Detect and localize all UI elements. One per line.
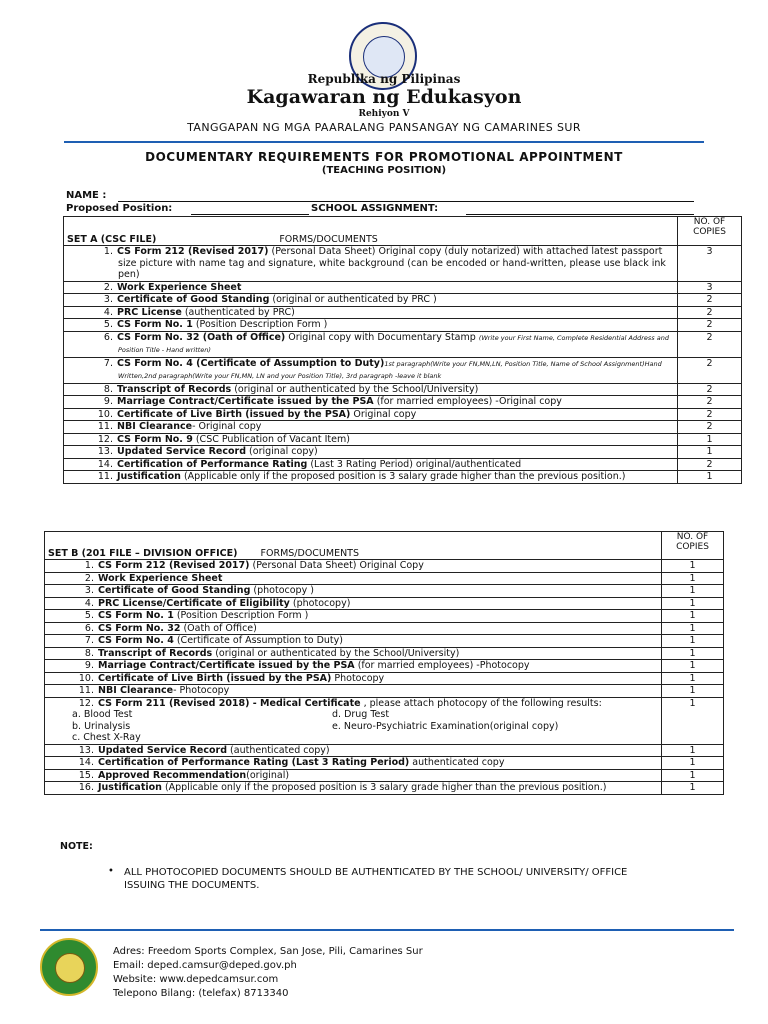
document-subtitle: (TEACHING POSITION): [321, 165, 447, 176]
requirement-detail: (Personal Data Sheet) Original copy (duly notarized) with attached latest passport size picture with name tag and signature, white background (can be encoded or hand-written, please use black ink pen): [118, 246, 666, 280]
row-number: 11.: [97, 471, 113, 482]
requirement-cell: [45, 660, 662, 673]
note-label: NOTE:: [60, 841, 93, 852]
requirement-cell: [64, 306, 678, 319]
requirement-detail: (photocopy): [289, 597, 351, 609]
copies-cell: 1: [678, 471, 742, 484]
medical-result-item: c. Chest X-Ray: [72, 732, 141, 743]
requirement-cell: [64, 446, 678, 459]
name-label: NAME :: [66, 190, 107, 201]
row-number: 10.: [97, 408, 113, 420]
requirement-title: Justification: [98, 782, 162, 793]
requirement-cell: [64, 458, 678, 471]
row-number: 6.: [103, 331, 113, 343]
medical-result-item: d. Drug Test: [332, 709, 390, 720]
copies-cell: 3: [678, 281, 742, 294]
document-title: DOCUMENTARY REQUIREMENTS FOR PROMOTIONAL APPOINTMENT: [145, 150, 623, 164]
row-number: 2.: [103, 281, 113, 293]
set-a-col-header: FORMS/DOCUMENTS: [279, 233, 378, 245]
set-b-title: SET B (201 FILE – DIVISION OFFICE): [48, 547, 238, 559]
copies-cell: 2: [678, 357, 742, 383]
copies-cell: 1: [678, 433, 742, 446]
name-line[interactable]: [118, 201, 694, 202]
requirement-cell: [64, 294, 678, 307]
row-number: 7.: [103, 357, 113, 369]
requirement-title: Marriage Contract/Certificate issued by the PSA: [98, 660, 355, 671]
requirement-cell: [64, 408, 678, 421]
requirement-cell: [45, 560, 662, 573]
requirement-note: 1st paragraph(Write your FN,MN,LN, Position Title, Name of School Assignment)Hand Written,2nd paragraph(Write your FN,MN, LN and your Position Title), 3rd paragraph -leave it blank: [118, 359, 662, 380]
row-number: 13.: [78, 744, 94, 756]
requirement-detail: (for married employees) -Original copy: [373, 396, 562, 407]
requirement-cell: [45, 685, 662, 698]
row-number: 8.: [84, 647, 94, 659]
row-number: 13.: [97, 446, 113, 457]
requirement-cell: [45, 635, 662, 648]
copies-cell: 2: [678, 319, 742, 332]
requirement-title: Work Experience Sheet: [98, 572, 223, 584]
table-row: [45, 672, 724, 685]
copies-cell: 1: [662, 585, 724, 598]
copies-cell: 2: [678, 408, 742, 421]
requirement-title: Transcript of Records: [98, 647, 213, 659]
table-row: [45, 622, 724, 635]
copies-cell: 1: [662, 672, 724, 685]
requirement-detail: (original): [246, 769, 290, 781]
footer-website: Website: www.depedcamsur.com: [113, 974, 279, 985]
requirement-title: CS Form No. 32: [98, 622, 181, 634]
row-number: 3.: [103, 294, 113, 305]
row-number: 5.: [103, 319, 113, 330]
row-number: 2.: [84, 572, 94, 584]
requirement-cell: [45, 647, 662, 660]
table-row: [45, 572, 724, 585]
requirement-title: CS Form No. 32 (Oath of Office): [117, 331, 286, 343]
table-row: [64, 306, 742, 319]
requirement-title: Certificate of Live Birth (issued by the PSA): [117, 408, 351, 420]
position-label: Proposed Position:: [66, 203, 173, 214]
set-b-header-row: [45, 532, 724, 560]
table-row: [45, 560, 724, 573]
requirement-title: Approved Recommendation: [98, 769, 247, 781]
requirement-detail: (authenticated copy): [227, 744, 330, 756]
table-row: [45, 782, 724, 795]
footer-phone: Telepono Bilang: (telefax) 8713340: [113, 988, 289, 999]
requirement-title: Certificate of Good Standing: [98, 585, 251, 596]
requirement-title: CS Form No. 1: [98, 610, 174, 621]
footer-address: Adres: Freedom Sports Complex, San Jose, Pili, Camarines Sur: [113, 946, 423, 957]
requirement-cell: [64, 396, 678, 409]
table-row: [45, 744, 724, 757]
table-row: [64, 331, 742, 357]
division-logo: [40, 938, 98, 996]
row-number: 9.: [103, 396, 113, 407]
requirement-detail: , please attach photocopy of the following results:: [360, 697, 602, 709]
medical-result-item: e. Neuro-Psychiatric Examination(original copy): [332, 720, 559, 732]
set-a-title: SET A (CSC FILE): [67, 233, 157, 245]
row-number: 11.: [78, 685, 94, 696]
row-number: 15.: [78, 769, 94, 781]
row-number: 14.: [97, 458, 113, 470]
copies-cell: 1: [662, 647, 724, 660]
requirement-detail: (for married employees) -Photocopy: [354, 660, 530, 671]
requirement-detail: (original or authenticated by PRC ): [269, 294, 437, 305]
table-row: [45, 597, 724, 610]
set-b-copies-header: NO. OF COPIES: [662, 532, 724, 560]
table-row: [64, 421, 742, 434]
copies-cell: 2: [678, 396, 742, 409]
requirement-title: Certificate of Good Standing: [117, 294, 270, 305]
table-row: [64, 458, 742, 471]
requirement-cell: [45, 610, 662, 623]
requirement-title: Certificate of Live Birth (issued by the PSA): [98, 672, 332, 684]
table-row: [64, 433, 742, 446]
copies-cell: 1: [662, 757, 724, 770]
row-number: 5.: [84, 610, 94, 621]
requirement-detail: (Personal Data Sheet) Original Copy: [249, 560, 424, 571]
set-a-header-row: [64, 217, 742, 246]
table-row: [45, 585, 724, 598]
row-number: 9.: [84, 660, 94, 671]
office-line: TANGGAPAN NG MGA PAARALANG PANSANGAY NG CAMARINES SUR: [187, 121, 581, 134]
requirement-cell: [64, 433, 678, 446]
requirement-cell: [64, 281, 678, 294]
requirement-cell: [64, 331, 678, 357]
requirement-title: Marriage Contract/Certificate issued by the PSA: [117, 396, 374, 407]
set-a-table: [63, 216, 742, 484]
row-number: 4.: [103, 306, 113, 318]
requirement-title: CS Form 212 (Revised 2017): [117, 246, 269, 257]
row-number: 8.: [103, 383, 113, 395]
row-number: 7.: [84, 635, 94, 646]
table-row: [45, 685, 724, 698]
table-row: [64, 246, 742, 282]
assignment-label: SCHOOL ASSIGNMENT:: [311, 203, 439, 214]
requirement-cell: [45, 757, 662, 770]
row-number: 16.: [78, 782, 94, 793]
requirement-detail: (authenticated by PRC): [181, 306, 295, 318]
medical-results-list: [72, 709, 658, 744]
table-row: [64, 383, 742, 396]
requirement-cell: [64, 421, 678, 434]
copies-cell: 1: [662, 597, 724, 610]
requirement-title: CS Form 211 (Revised 2018) - Medical Certificate: [98, 697, 361, 709]
table-row: [64, 408, 742, 421]
copies-cell: 3: [678, 246, 742, 282]
table-row: [64, 319, 742, 332]
requirement-detail: (Oath of Office): [180, 622, 257, 634]
requirement-detail: - Photocopy: [173, 685, 230, 696]
requirement-note: (Write your First Name, Complete Residential Address and Position Title - Hand written): [118, 333, 669, 354]
requirement-detail: (original or authenticated by the School/University): [231, 383, 479, 395]
table-row: [64, 281, 742, 294]
copies-cell: 1: [662, 572, 724, 585]
requirement-cell: [45, 597, 662, 610]
copies-cell: 2: [678, 306, 742, 319]
copies-cell: 2: [678, 458, 742, 471]
requirement-title: NBI Clearance: [98, 685, 174, 696]
row-number: 1.: [84, 560, 94, 571]
copies-cell: 1: [662, 635, 724, 648]
requirement-title: Certification of Performance Rating (Last 3 Rating Period): [98, 757, 410, 768]
requirement-detail: (CSC Publication of Vacant Item): [192, 433, 350, 445]
position-line[interactable]: [191, 214, 309, 215]
requirement-cell: [45, 769, 662, 782]
row-number: 1.: [103, 246, 113, 257]
table-row: [45, 660, 724, 673]
requirement-cell: [45, 585, 662, 598]
requirement-cell: [45, 572, 662, 585]
copies-cell: 1: [662, 660, 724, 673]
requirement-cell: [64, 383, 678, 396]
copies-cell: 1: [662, 610, 724, 623]
requirement-title: CS Form No. 4 (Certificate of Assumption to Duty): [117, 357, 385, 369]
copies-cell: 1: [662, 769, 724, 782]
republic-line: Republika ng Pilipinas: [307, 72, 461, 86]
requirement-detail: - Original copy: [192, 421, 262, 432]
copies-cell: 1: [662, 685, 724, 698]
requirement-detail: Photocopy: [331, 672, 385, 684]
requirement-detail: (photocopy ): [250, 585, 314, 596]
medical-result-item: b. Urinalysis: [72, 720, 131, 732]
requirement-detail: (Certificate of Assumption to Duty): [173, 635, 343, 646]
copies-cell: 2: [678, 383, 742, 396]
table-row: [45, 635, 724, 648]
requirement-cell: [45, 782, 662, 795]
requirement-cell: [64, 246, 678, 282]
requirement-cell: [45, 744, 662, 757]
row-number: 11.: [97, 421, 113, 432]
requirement-detail: (Applicable only if the proposed position is 3 salary grade higher than the previous position.): [180, 471, 626, 482]
requirement-title: PRC License: [117, 306, 182, 318]
requirement-cell: [64, 319, 678, 332]
copies-cell: 1: [662, 782, 724, 795]
requirement-detail: (original or authenticated by the School/University): [212, 647, 460, 659]
copies-cell: 2: [678, 331, 742, 357]
set-a-copies-header: NO. OF COPIES: [678, 217, 742, 246]
copies-cell: 2: [678, 294, 742, 307]
copies-cell: 1: [662, 697, 724, 744]
copies-cell: 1: [662, 560, 724, 573]
requirement-detail: Original copy with Documentary Stamp: [285, 331, 479, 343]
table-row: [45, 757, 724, 770]
requirement-title: CS Form No. 1: [117, 319, 193, 330]
medical-result-item: a. Blood Test: [72, 709, 133, 720]
footer-email: Email: deped.camsur@deped.gov.ph: [113, 960, 297, 971]
requirement-detail: (Applicable only if the proposed position is 3 salary grade higher than the previous position.): [161, 782, 607, 793]
medical-result-item: [332, 732, 632, 744]
bullet-icon: •: [108, 866, 114, 877]
requirement-detail: (Last 3 Rating Period) original/authenticated: [307, 458, 522, 470]
table-row: [64, 446, 742, 459]
footer-divider: [40, 929, 734, 931]
requirement-title: CS Form No. 4: [98, 635, 174, 646]
row-number: 12.: [78, 697, 94, 709]
table-row: [45, 697, 724, 744]
region-line: Rehiyon V: [358, 109, 410, 119]
copies-cell: 2: [678, 421, 742, 434]
copies-cell: 1: [662, 744, 724, 757]
requirement-title: Updated Service Record: [98, 744, 228, 756]
copies-cell: 1: [678, 446, 742, 459]
row-number: 3.: [84, 585, 94, 596]
row-number: 10.: [78, 672, 94, 684]
requirement-cell: [64, 471, 678, 484]
requirement-title: Transcript of Records: [117, 383, 232, 395]
table-row: [64, 396, 742, 409]
requirement-cell: [45, 672, 662, 685]
table-row: [64, 471, 742, 484]
requirement-title: CS Form 212 (Revised 2017): [98, 560, 250, 571]
row-number: 4.: [84, 597, 94, 609]
table-row: [45, 769, 724, 782]
assignment-line[interactable]: [466, 214, 694, 215]
requirement-title: Justification: [117, 471, 181, 482]
requirement-cell: [45, 622, 662, 635]
requirement-title: CS Form No. 9: [117, 433, 193, 445]
row-number: 6.: [84, 622, 94, 634]
requirement-detail: Original copy: [350, 408, 417, 420]
requirement-title: PRC License/Certificate of Eligibility: [98, 597, 290, 609]
row-number: 14.: [78, 757, 94, 768]
requirement-title: NBI Clearance: [117, 421, 193, 432]
note-bullet-text: ALL PHOTOCOPIED DOCUMENTS SHOULD BE AUTHENTICATED BY THE SCHOOL/ UNIVERSITY/ OFFICE ISSUING THE DOCUMENTS.: [124, 867, 628, 891]
header-divider: [64, 141, 704, 143]
table-row: [45, 647, 724, 660]
requirement-title: Work Experience Sheet: [117, 281, 242, 293]
requirement-cell: [45, 697, 662, 744]
table-row: [45, 610, 724, 623]
row-number: 12.: [97, 433, 113, 445]
requirement-title: Updated Service Record: [117, 446, 247, 457]
requirement-detail: authenticated copy: [409, 757, 505, 768]
set-b-col-header: FORMS/DOCUMENTS: [260, 547, 360, 559]
set-b-table: [44, 531, 724, 795]
requirement-cell: [64, 357, 678, 383]
requirement-detail: (Position Description Form ): [192, 319, 328, 330]
requirement-title: Certification of Performance Rating: [117, 458, 308, 470]
footer-contact: [113, 945, 423, 1001]
department-name: Kagawaran ng Edukasyon: [246, 86, 522, 108]
table-row: [64, 357, 742, 383]
table-row: [64, 294, 742, 307]
requirement-detail: (original copy): [246, 446, 318, 457]
copies-cell: 1: [662, 622, 724, 635]
requirement-detail: (Position Description Form ): [173, 610, 309, 621]
